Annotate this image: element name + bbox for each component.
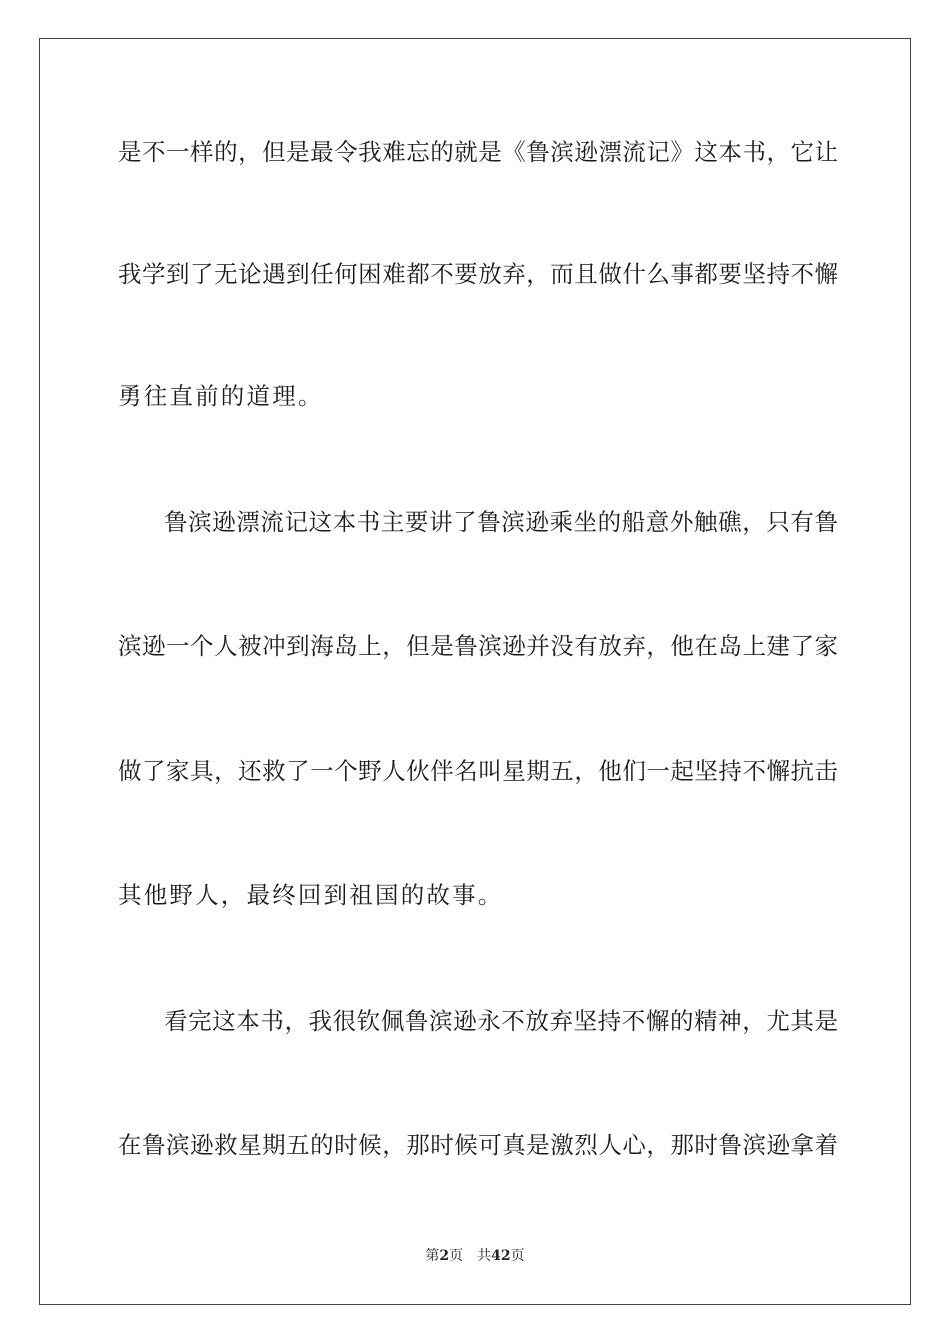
page-suffix: 页 <box>449 1248 464 1264</box>
text-line-1: 是不一样的，但是最令我难忘的就是《鲁滨逊漂流记》这本书，它让 <box>118 138 838 166</box>
total-prefix: 共 <box>477 1248 492 1264</box>
total-suffix: 页 <box>510 1248 525 1264</box>
page-prefix: 第 <box>425 1248 440 1264</box>
text-line-7: 其他野人，最终回到祖国的故事。 <box>118 881 504 909</box>
text-line-5: 滨逊一个人被冲到海岛上，但是鲁滨逊并没有放弃，他在岛上建了家 <box>118 632 838 660</box>
text-line-4: 鲁滨逊漂流记这本书主要讲了鲁滨逊乘坐的船意外触礁，只有鲁 <box>164 508 838 536</box>
page-footer <box>0 1247 950 1265</box>
text-line-8: 看完这本书，我很钦佩鲁滨逊永不放弃坚持不懈的精神，尤其是 <box>164 1007 838 1035</box>
total-pages: 42 <box>491 1248 511 1264</box>
text-line-6: 做了家具，还救了一个野人伙伴名叫星期五，他们一起坚持不懈抗击 <box>118 757 838 785</box>
page-number: 2 <box>439 1248 450 1264</box>
text-line-3: 勇往直前的道理。 <box>118 382 324 410</box>
text-line-9: 在鲁滨逊救星期五的时候，那时候可真是激烈人心，那时鲁滨逊拿着 <box>118 1131 838 1159</box>
page-border <box>39 38 911 1305</box>
text-line-2: 我学到了无论遇到任何困难都不要放弃，而且做什么事都要坚持不懈 <box>118 260 838 288</box>
